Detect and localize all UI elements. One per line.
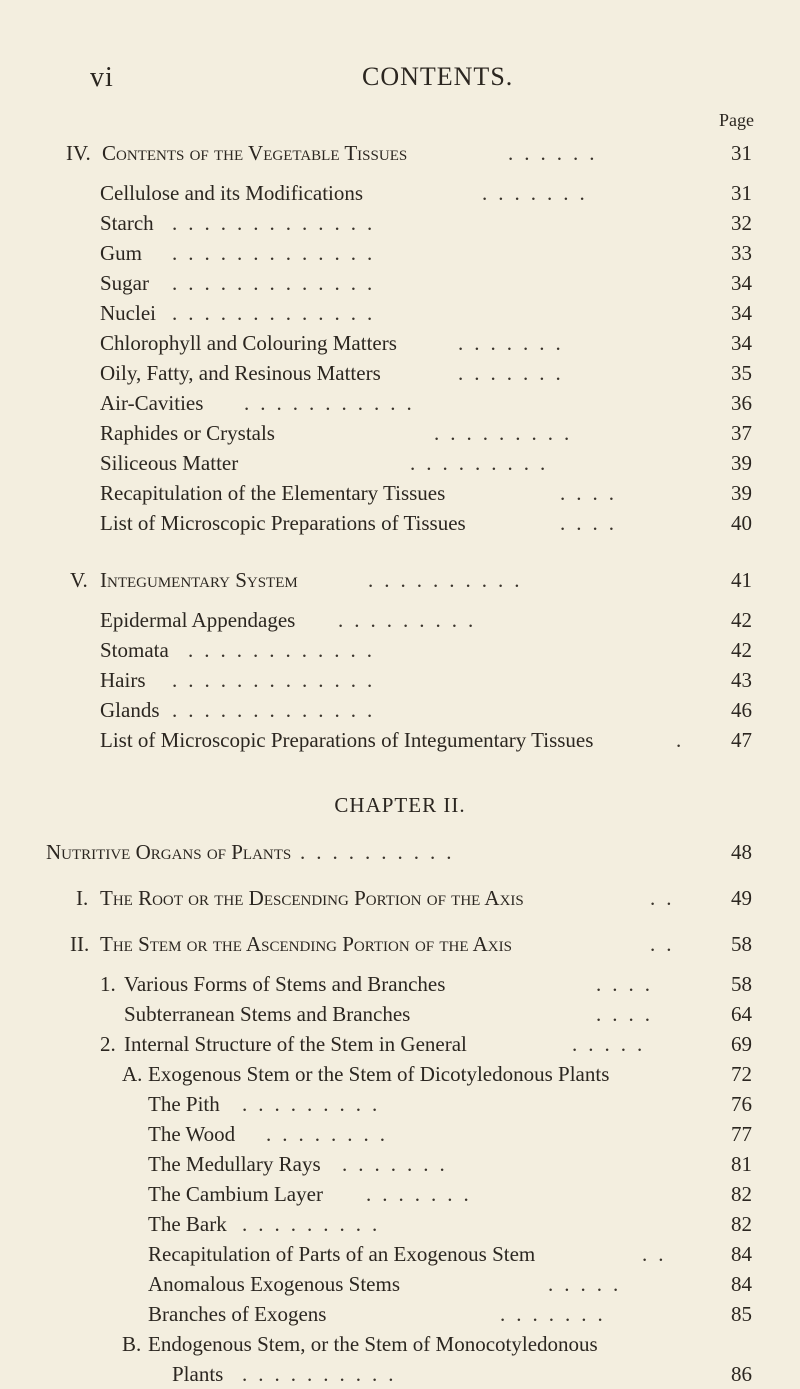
toc-entry: The Pith ......... 76	[0, 1089, 800, 1119]
page-header	[0, 62, 800, 102]
entry-title: Epidermal Appendages	[100, 608, 296, 632]
page-ref: 33	[731, 241, 752, 265]
toc-entry: The Cambium Layer ....... 82	[0, 1179, 800, 1209]
entry-title: Various Forms of Stems and Branches	[124, 972, 446, 996]
toc-entry: Gum ............. 33	[0, 238, 800, 268]
entry-title: Starch	[100, 211, 154, 235]
entry-title: Sugar	[100, 271, 149, 295]
page-ref: 40	[731, 511, 752, 535]
toc-entry: Starch ............. 32	[0, 208, 800, 238]
toc-entry	[0, 1059, 800, 1089]
toc-section-heading: V. Integumentary System .......... 41	[0, 565, 800, 595]
page-ref: 77	[731, 1122, 752, 1146]
entry-title: Exogenous Stem or the Stem of Dicotyledonous Plants	[148, 1062, 610, 1086]
page-ref: 58	[731, 972, 752, 996]
toc-entry: Branches of Exogens ....... 85	[0, 1299, 800, 1329]
page-ref: 72	[731, 1062, 752, 1086]
page-ref: 82	[731, 1182, 752, 1206]
entry-title: Gum	[100, 241, 142, 265]
toc-entry: The Medullary Rays ....... 81	[0, 1149, 800, 1179]
toc-entry: The Bark ......... 82	[0, 1209, 800, 1239]
entry-number: 1.	[100, 972, 116, 996]
toc-entry: Recapitulation of Parts of an Exogenous Stem .. 84	[0, 1239, 800, 1269]
toc-entry: Anomalous Exogenous Stems ..... 84	[0, 1269, 800, 1299]
entry-title: The Wood	[148, 1122, 236, 1146]
page-ref: 86	[731, 1362, 752, 1386]
toc-entry	[0, 1329, 800, 1359]
entry-title: Recapitulation of the Elementary Tissues	[100, 481, 446, 505]
page-ref: 84	[731, 1272, 752, 1296]
toc-section-heading: I. The Root or the Descending Portion of the Axis .. 49	[0, 883, 800, 913]
toc-entry: Chlorophyll and Colouring Matters ....... 34	[0, 328, 800, 358]
running-head: CONTENTS.	[362, 62, 514, 91]
toc-entry: List of Microscopic Preparations of Integumentary Tissues . 47	[0, 725, 800, 755]
toc-entry: Recapitulation of the Elementary Tissues .... 39	[0, 478, 800, 508]
entry-title: Glands	[100, 698, 160, 722]
entry-title: Chlorophyll and Colouring Matters	[100, 331, 397, 355]
entry-title: Raphides or Crystals	[100, 421, 275, 445]
toc-section-heading: II. The Stem or the Ascending Portion of the Axis .. 58	[0, 929, 800, 959]
page-ref: 81	[731, 1152, 752, 1176]
entry-title: The Bark	[148, 1212, 227, 1236]
entry-title: Branches of Exogens	[148, 1302, 327, 1326]
entry-title: Oily, Fatty, and Resinous Matters	[100, 361, 381, 385]
page-ref: 32	[731, 211, 752, 235]
toc-entry: Epidermal Appendages ......... 42	[0, 605, 800, 635]
page-ref: 58	[731, 932, 752, 956]
entry-title: Nuclei	[100, 301, 156, 325]
toc-entry: Raphides or Crystals ......... 37	[0, 418, 800, 448]
page-ref: 76	[731, 1092, 752, 1116]
entry-title: Cellulose and its Modifications	[100, 181, 364, 205]
page-ref: 69	[731, 1032, 752, 1056]
page-ref: 39	[731, 481, 752, 505]
entry-title: Recapitulation of Parts of an Exogenous Stem	[148, 1242, 536, 1266]
page-ref: 39	[731, 451, 752, 475]
page-ref: 46	[731, 698, 752, 722]
page-ref: 36	[731, 391, 752, 415]
section-number: I.	[76, 886, 89, 910]
toc-entry: Air-Cavities ........... 36	[0, 388, 800, 418]
section-number: II.	[70, 932, 90, 956]
page-ref: 37	[731, 421, 752, 445]
toc-part-heading: Nutritive Organs of Plants .......... 48	[0, 837, 800, 867]
toc-entry: Stomata ............ 42	[0, 635, 800, 665]
page-ref: 47	[731, 728, 752, 752]
section-number: IV.	[66, 141, 91, 165]
entry-title: Anomalous Exogenous Stems	[148, 1272, 400, 1296]
entry-title: The Pith	[148, 1092, 220, 1116]
entry-title: Siliceous Matter	[100, 451, 239, 475]
toc-entry: Cellulose and its Modifications ....... 31	[0, 178, 800, 208]
page-number: vi	[90, 62, 114, 93]
page-ref: 41	[731, 568, 752, 592]
toc-entry: Nuclei ............. 34	[0, 298, 800, 328]
page-ref: 84	[731, 1242, 752, 1266]
page-ref: 64	[731, 1002, 752, 1026]
page-ref: 42	[731, 608, 752, 632]
toc-entry: Plants .......... 86	[0, 1359, 800, 1389]
toc-entry: The Wood ........ 77	[0, 1119, 800, 1149]
toc-entry: Glands ............. 46	[0, 695, 800, 725]
section-title: Integumentary System	[100, 568, 298, 592]
entry-number: 2.	[100, 1032, 116, 1056]
page-ref: 35	[731, 361, 752, 385]
toc-entry: Siliceous Matter ......... 39	[0, 448, 800, 478]
entry-title: The Cambium Layer	[148, 1182, 323, 1206]
entry-title: List of Microscopic Preparations of Integumentary Tissues	[100, 728, 594, 752]
entry-title: List of Microscopic Preparations of Tissues	[100, 511, 466, 535]
entry-title: Endogenous Stem, or the Stem of Monocotyledonous	[148, 1332, 598, 1356]
section-number: V.	[70, 568, 88, 592]
toc-entry: 1. Various Forms of Stems and Branches .... 58	[0, 969, 800, 999]
entry-title: Subterranean Stems and Branches	[124, 1002, 411, 1026]
toc-section-heading: IV. Contents of the Vegetable Tissues ...... 31	[0, 138, 800, 168]
section-title: Contents of the Vegetable Tissues	[102, 141, 408, 165]
section-title: The Root or the Descending Portion of the Axis	[100, 886, 524, 910]
page-ref: 31	[731, 181, 752, 205]
page-ref: 34	[731, 271, 752, 295]
toc-entry: List of Microscopic Preparations of Tissues .... 40	[0, 508, 800, 538]
toc-entry: Subterranean Stems and Branches .... 64	[0, 999, 800, 1029]
page-column-label: Page	[719, 110, 754, 130]
entry-title: The Medullary Rays	[148, 1152, 321, 1176]
entry-title: Plants	[172, 1362, 224, 1386]
page-ref: 43	[731, 668, 752, 692]
entry-title: Hairs	[100, 668, 146, 692]
toc-entry: 2. Internal Structure of the Stem in General ..... 69	[0, 1029, 800, 1059]
page-ref: 48	[731, 840, 752, 864]
page-ref: 49	[731, 886, 752, 910]
section-title: The Stem or the Ascending Portion of the Axis	[100, 932, 512, 956]
page-ref: 42	[731, 638, 752, 662]
page-ref: 34	[731, 331, 752, 355]
entry-title: Air-Cavities	[100, 391, 204, 415]
entry-number: A.	[122, 1062, 143, 1086]
page-ref: 85	[731, 1302, 752, 1326]
entry-title: Internal Structure of the Stem in General	[124, 1032, 467, 1056]
entry-title: Stomata	[100, 638, 169, 662]
page-ref: 82	[731, 1212, 752, 1236]
chapter-heading: CHAPTER II.	[334, 793, 466, 817]
entry-number: B.	[122, 1332, 142, 1356]
page-ref: 31	[731, 141, 752, 165]
part-title: Nutritive Organs of Plants	[46, 840, 292, 864]
toc-entry: Sugar ............. 34	[0, 268, 800, 298]
toc-entry: Oily, Fatty, and Resinous Matters ....... 35	[0, 358, 800, 388]
page-ref: 34	[731, 301, 752, 325]
toc-entry: Hairs ............. 43	[0, 665, 800, 695]
